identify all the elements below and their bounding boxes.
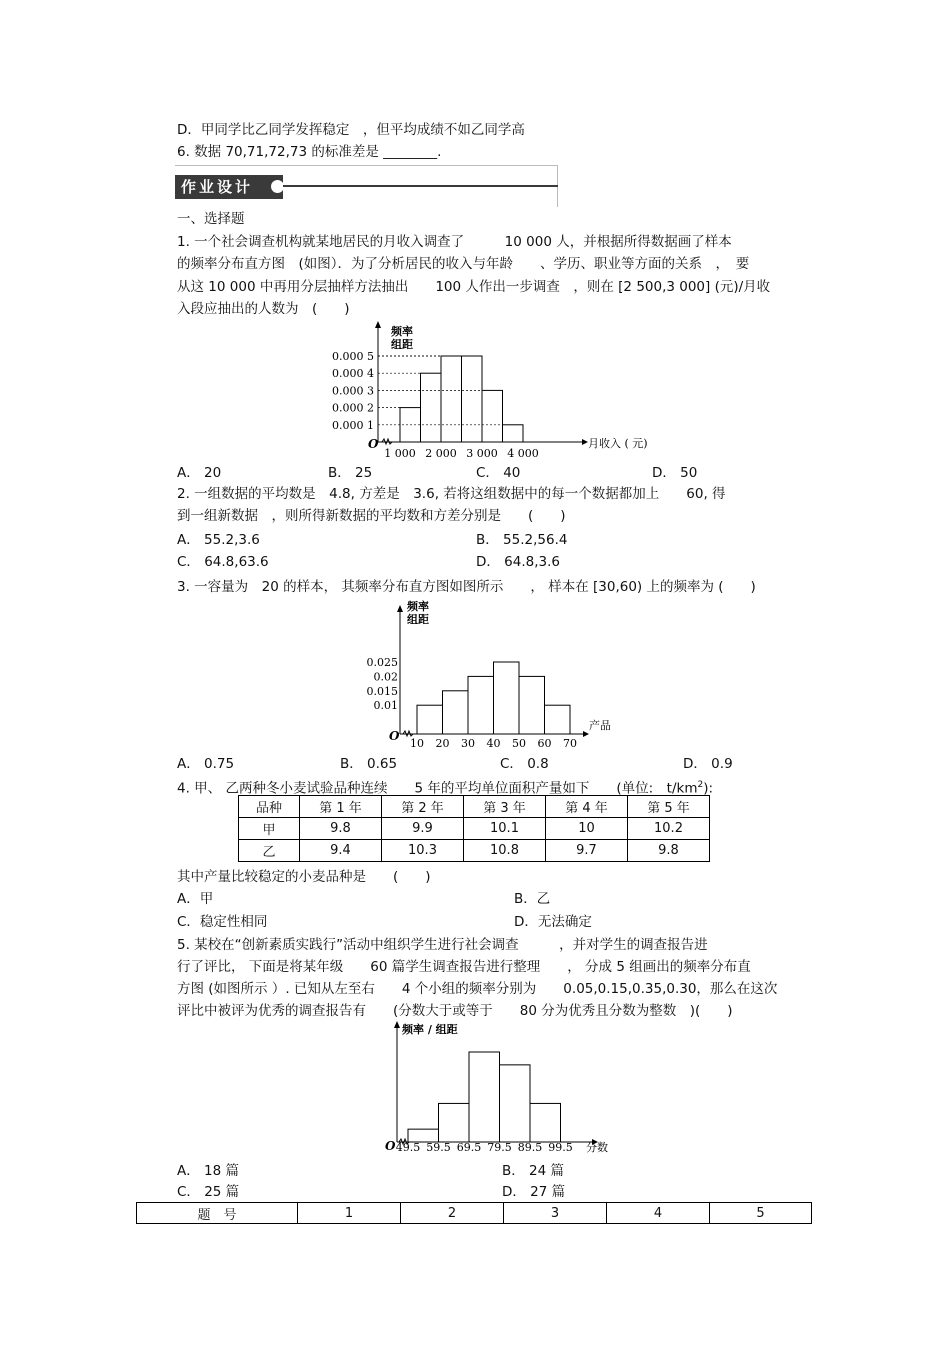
- q5-line-2: 行了评比， 下面是将某年级 60 篇学生调查报告进行整理 ， 分成 5 组画出的频率分布直: [177, 959, 751, 975]
- table-cell: 乙: [239, 840, 300, 862]
- chart-score-histogram: [380, 1018, 610, 1160]
- q1-line-3: 从这 10 000 中再用分层抽样方法抽出 100 人作出一步调查 ，则在 [2 500,3 000] (元)/月收: [177, 279, 771, 295]
- q4-text-end: ):: [703, 780, 714, 797]
- table-cell: 10.8: [464, 840, 546, 862]
- q2-line-2: 到一组新数据 ，则所得新数据的平均数和方差分别是 ( ): [177, 508, 566, 524]
- q4-line-2: 其中产量比较稳定的小麦品种是 ( ): [177, 869, 431, 885]
- x-tick-label: 3 000: [466, 447, 498, 460]
- q1-line-2: 的频率分布直方图 (如图）．为了分析居民的收入与年龄 、学历、职业等方面的关系 ， 要: [177, 256, 750, 272]
- q4-superscript: 2: [697, 780, 704, 790]
- q5-option-a: A． 18 篇: [177, 1163, 239, 1179]
- answer-row: [137, 1203, 812, 1224]
- table-header-cell: 第 5 年: [628, 796, 710, 818]
- table-header-row: [239, 796, 710, 818]
- table-cell: 甲: [239, 818, 300, 840]
- table-cell: 9.8: [300, 818, 382, 840]
- histogram-bar: [417, 705, 443, 734]
- section-banner: [175, 165, 558, 207]
- x-tick-label: 59.5: [426, 1141, 451, 1154]
- q5-option-d: D． 27 篇: [502, 1184, 566, 1200]
- y-tick-label: 0.000 3: [332, 384, 374, 398]
- histogram-bar: [545, 705, 571, 734]
- q2-option-b: B． 55.2,56.4: [476, 532, 568, 548]
- q3-option-d: D． 0.9: [683, 756, 733, 772]
- question-6: 6. 数据 70,71,72,73 的标准差是 ________.: [177, 144, 442, 160]
- answer-cell[interactable]: 4: [607, 1203, 710, 1224]
- x-tick-label: 49.5: [395, 1141, 421, 1154]
- q1-line-1: 1. 一个社会调查机构就某地居民的月收入调查了 10 000 人，并根据所得数据画了样本: [177, 234, 732, 250]
- x-tick-label: 4 000: [507, 447, 539, 460]
- x-tick-label: 2 000: [425, 447, 457, 460]
- x-tick-label: 70: [563, 737, 577, 748]
- y-tick-label: 0.01: [373, 699, 398, 713]
- x-axis-label: 分数: [586, 1141, 608, 1154]
- answer-header-cell: 题 号: [137, 1203, 298, 1224]
- banner-title: 作业设计: [175, 175, 283, 199]
- q5-option-c: C． 25 篇: [177, 1184, 240, 1200]
- q3-option-a: A． 0.75: [177, 756, 235, 772]
- table-cell: 10: [546, 818, 628, 840]
- q1-option-b: B． 25: [328, 465, 373, 481]
- table-cell: 9.9: [382, 818, 464, 840]
- y-axis-label: 频率 / 组距: [402, 1023, 458, 1036]
- x-axis-label: 月收入 ( 元): [588, 437, 648, 450]
- q4-option-b: B．乙: [514, 891, 551, 907]
- table-cell: 10.3: [382, 840, 464, 862]
- answer-cell[interactable]: 5: [710, 1203, 812, 1224]
- histogram-bar: [468, 676, 494, 734]
- q1-line-4: 入段应抽出的人数为 ( ): [177, 301, 350, 317]
- x-tick-label: 60: [537, 737, 552, 748]
- y-tick-label: 0.000 5: [332, 350, 374, 363]
- q4-option-a: A．甲: [177, 891, 214, 907]
- x-tick-label: 69.5: [456, 1141, 482, 1154]
- q5-option-d-prev: D．甲同学比乙同学发挥稳定 ，但平均成绩不如乙同学高: [177, 122, 525, 138]
- q1-option-a: A． 20: [177, 465, 222, 481]
- q5-line-3: 方图 (如图所示 ）. 已知从左至右 4 个小组的频率分别为 0.05,0.15,0.35,0.30，那么在这次: [177, 981, 778, 997]
- x-tick-label: 20: [435, 737, 450, 748]
- x-tick-label: 79.5: [487, 1141, 512, 1154]
- q5-line-4: 评比中被评为优秀的调查报告有 (分数大于或等于 80 分为优秀且分数为整数 )( ): [177, 1003, 733, 1019]
- table-header-cell: 第 1 年: [300, 796, 382, 818]
- answer-table: [136, 1202, 812, 1224]
- x-axis-label: 产品: [589, 719, 611, 732]
- y-tick-label: 0.02: [373, 670, 398, 684]
- yield-table: [238, 795, 710, 862]
- y-axis-label: 组距: [407, 613, 429, 626]
- q3-line-1: 3. 一容量为 20 的样本， 其频率分布直方图如图所示 ， 样本在 [30,60) 上的频率为 ( ): [177, 579, 756, 595]
- histogram-bar: [500, 1065, 531, 1142]
- y-axis-label: 频率: [391, 325, 413, 338]
- x-tick-label: 89.5: [517, 1141, 543, 1154]
- histogram-bar: [519, 676, 545, 734]
- table-row: [239, 818, 710, 840]
- histogram-bar: [439, 1103, 470, 1142]
- histogram-bar: [421, 373, 442, 442]
- y-tick-label: 0.025: [366, 656, 398, 669]
- q5-line-1: 5. 某校在“创新素质实践行”活动中组织学生进行社会调查 ，并对学生的调查报告进: [177, 937, 708, 953]
- table-header-cell: 第 2 年: [382, 796, 464, 818]
- answer-cell[interactable]: 2: [401, 1203, 504, 1224]
- y-axis-arrow-icon: [394, 1021, 400, 1028]
- q3-option-c: C． 0.8: [500, 756, 549, 772]
- q2-option-a: A． 55.2,3.6: [177, 532, 260, 548]
- histogram-bar: [494, 662, 520, 734]
- table-cell: 10.2: [628, 818, 710, 840]
- table-header-cell: 品种: [239, 796, 300, 818]
- table-cell: 9.8: [628, 840, 710, 862]
- chart-income-histogram: [330, 318, 660, 464]
- table-header-cell: 第 4 年: [546, 796, 628, 818]
- histogram-bar: [441, 356, 462, 442]
- origin-label: O: [385, 1139, 396, 1153]
- q2-option-c: C． 64.8,63.6: [177, 554, 269, 570]
- q1-option-c: C． 40: [476, 465, 521, 481]
- y-tick-label: 0.000 2: [332, 401, 374, 415]
- y-tick-label: 0.015: [366, 684, 398, 698]
- histogram-bar: [530, 1103, 561, 1142]
- q4-text: 4. 甲、 乙两种冬小麦试验品种连续 5 年的平均单位面积产量如下 (单位: t/km: [177, 780, 698, 797]
- q2-option-d: D． 64.8,3.6: [476, 554, 561, 570]
- q2-line-1: 2. 一组数据的平均数是 4.8, 方差是 3.6, 若将这组数据中的每一个数据都加上 60, 得: [177, 486, 726, 502]
- q5-option-b: B． 24 篇: [502, 1163, 565, 1179]
- histogram-bar: [482, 390, 503, 442]
- x-tick-label: 10: [410, 737, 424, 748]
- table-cell: 10.1: [464, 818, 546, 840]
- answer-cell[interactable]: 1: [298, 1203, 401, 1224]
- x-tick-label: 1 000: [384, 447, 416, 460]
- y-axis-arrow-icon: [397, 605, 403, 612]
- x-tick-label: 40: [486, 737, 501, 748]
- origin-label: O: [389, 729, 400, 743]
- x-tick-label: 99.5: [548, 1141, 573, 1154]
- q1-option-d: D． 50: [652, 465, 698, 481]
- histogram-bar: [503, 425, 524, 442]
- q3-option-b: B． 0.65: [340, 756, 398, 772]
- y-axis-arrow-icon: [375, 321, 381, 328]
- table-row: [239, 840, 710, 862]
- y-tick-label: 0.000 1: [332, 418, 374, 432]
- x-tick-label: 30: [461, 737, 475, 748]
- q4-option-c: C．稳定性相同: [177, 914, 268, 930]
- y-tick-label: 0.000 4: [332, 367, 374, 381]
- histogram-bar: [462, 356, 483, 442]
- chart-sample-histogram: [365, 596, 625, 748]
- table-cell: 9.4: [300, 840, 382, 862]
- x-tick-label: 50: [512, 737, 526, 748]
- answer-cell[interactable]: 3: [504, 1203, 607, 1224]
- table-header-cell: 第 3 年: [464, 796, 546, 818]
- histogram-bar: [443, 691, 469, 734]
- histogram-bar: [469, 1052, 500, 1142]
- table-cell: 9.7: [546, 840, 628, 862]
- origin-label: O: [368, 437, 379, 451]
- y-axis-label: 组距: [391, 338, 413, 351]
- section-heading: 一、选择题: [177, 211, 245, 227]
- q4-option-d: D．无法确定: [514, 914, 592, 930]
- y-axis-label: 频率: [407, 600, 429, 613]
